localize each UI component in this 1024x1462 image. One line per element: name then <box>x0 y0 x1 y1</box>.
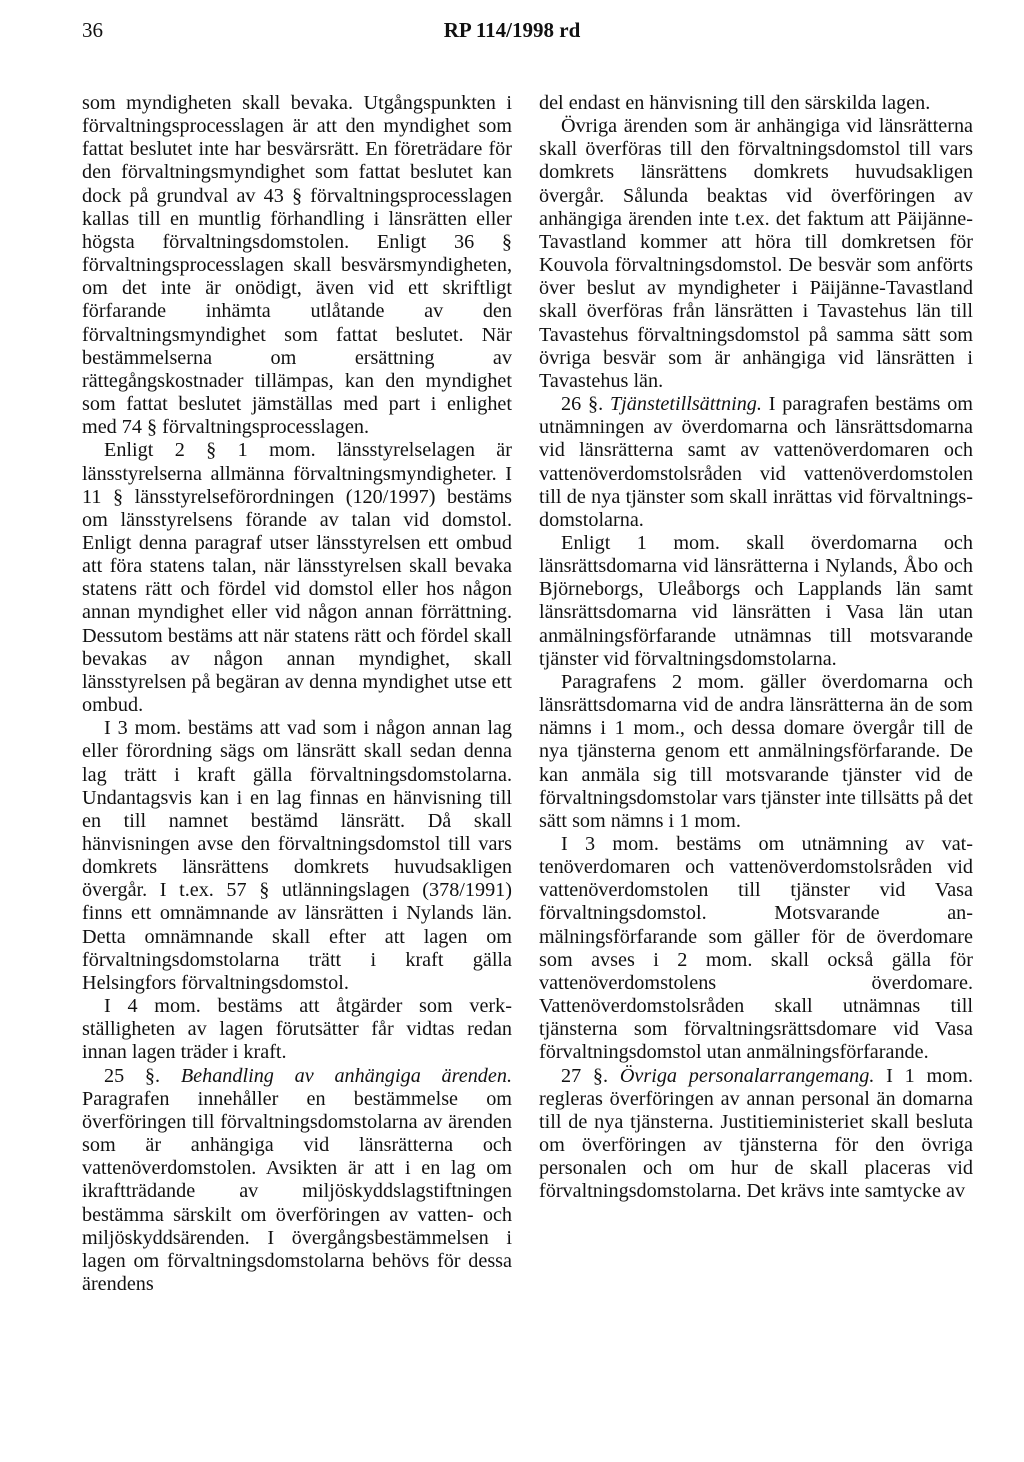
section-paragraph <box>82 1065 512 1297</box>
section-heading: Övriga personalarrangemang. <box>619 1064 875 1087</box>
paragraph: Enligt 1 mom. skall överdomarna och länsrättsdomarna vid länsrätterna i Nylands, Åbo och Björneborgs, Uleåborgs och Lapplands län samt länsrättsdomarna vid länsrätten i Vasa län utan anmälningsförfarande utnämnas till motsvarande tjänster vid förvaltningsdomstolarna. <box>539 531 973 670</box>
section-number: 25 §. <box>104 1064 181 1087</box>
paragraph: I 3 mom. bestäms att vad som i någon annan lag eller förordning sägs om länsrätt skall sedan denna lag trätt i kraft gälla förvaltningsdomstolarna. Undantagsvis kan i en lag finnas en hänvisning till en till namnet bestämd länsrätt. Då skall hänvisningen avse den förvaltningsdomstol till vars domkrets länsrättens domkrets huvudsakligen övergår. I t.ex. 57 § utlänningslagen (378/1991) finns ett omnämnande av länsrätten i Nylands län. Detta omnämnande skall efter att lagen om förvaltningsdomstolarna trätt i kraft gälla Helsingfors förvaltningsdomstol. <box>82 717 512 994</box>
section-body: I 1 mom. regleras överföringen av annan personal än domarna till de nya tjänsterna. Justitieministeriet skall besluta om överföringen av tjänsterna för den övriga personalen och om hur de skall placeras vid förvaltningsdomstolarna. Det krävs inte samtycke av <box>539 1064 973 1203</box>
paragraph: I 4 mom. bestäms att åtgärder som verkställigheten av lagen förutsätter får vidtas redan innan lagen träder i kraft. <box>82 995 512 1064</box>
paragraph: som myndigheten skall bevaka. Utgångspunkten i förvaltningsprocesslagen är att den myndighet som fattat beslutet inte har besvärsrätt. En företrädare för den förvaltningsmyndighet som fattat beslutet kan dock på grundval av 43 § förvaltningsprocesslagen kallas till en muntlig förhandling i länsrätten eller högsta förvaltningsdomstolen. Enligt 36 § förvaltningsprocesslagen skall besvärsmyndigheten, om det inte är onödigt, även vid ett skriftligt förfarande inhämta utlåtande av den förvaltningsmyndighet som fattat beslutet. När bestämmelserna om ersättning av rättegångskostnader tillämpas, kan den myndighet som fattat beslutet jämställas med part i enlighet med 74 § förvaltningsprocesslagen. <box>82 92 512 439</box>
section-body: I paragrafen bestäms om utnämningen av överdomarna och länsrättsdomarna vid länsrätterna samt av vattenöverdomaren och vattenöverdomstolsråden vid vattenöverdomstolen till de nya tjänster som skall inrättas vid förvaltningsdomstolarna. <box>539 393 973 531</box>
section-body: Paragrafen innehåller en bestämmelse om överföringen till förvaltningsdomstolarna av ärenden som är anhängiga vid länsrätterna och vattenöverdomstolen. Avsikten är att i en lag om ikraftträdande av miljöskyddslagstiftningen bestämma särskilt om överföringen av vatten- och miljöskyddsärenden. I övergångsbestämmelsen i lagen om förvaltningsdomstolarna behövs för dessa ärendens <box>82 1087 512 1295</box>
section-heading: Behandling av anhängiga ärenden. <box>180 1064 513 1087</box>
left-text-column <box>82 92 512 1296</box>
section-paragraph <box>539 393 973 532</box>
paragraph: Övriga ärenden som är anhängiga vid länsrätterna skall överföras till den förvaltningsdomstol till vars domkrets länsrättens domkrets huvudsakligen övergår. Sålunda beaktas vid överföringen av anhängiga ärenden inte t.ex. det faktum att Päijänne-Tavastland kommer att höra till domkretsen för Kouvola förvaltningsdomstol. De besvär som anförts över beslut av myndigheter i Päijänne-Tavastland skall överföras från länsrätten i Tavastehus län till Tavastehus förvaltningsdomstol på samma sätt som övriga besvär som är anhängiga vid länsrätten i Tavastehus län. <box>539 115 973 392</box>
page-number: 36 <box>82 18 103 42</box>
page-header <box>0 18 1024 58</box>
paragraph: Paragrafens 2 mom. gäller överdomarna och länsrättsdomarna vid de andra länsrätterna än de som nämns i 1 mom., och dessa domare övergår till de nya tjänsterna genom ett anmälningsförfarande. De kan anmäla sig till motsvarande tjänster vid de förvaltningsdomstolar vars tjänster inte tillsätts på det sätt som nämns i 1 mom. <box>539 670 973 832</box>
section-number: 27 §. <box>561 1064 620 1087</box>
document-reference: RP 114/1998 rd <box>443 18 581 42</box>
paragraph: del endast en hänvisning till den särskilda lagen. <box>539 92 931 114</box>
section-number: 26 §. <box>561 393 610 416</box>
section-heading: Tjänstetillsättning. <box>609 393 762 416</box>
paragraph: I 3 mom. bestäms om utnämning av vattenöverdomaren och vattenöverdomstolsråden vid vattenöverdomstolen till tjänster vid Vasa förvaltningsdomstol. Motsvarande anmälningsförfarande som gäller för de överdomare som avses i 2 mom. skall också gälla för vattenöverdomstolens överdomare. Vattenöverdomstolsråden skall utnämnas till tjänsterna som förvaltningsrättsdomare vid Vasa förvaltningsdomstol utan anmälningsförfarande. <box>539 833 973 1064</box>
right-text-column <box>539 92 973 1204</box>
paragraph: Enligt 2 § 1 mom. länsstyrelselagen är länsstyrelserna allmänna förvaltningsmyndigheter. I 11 § länsstyrelseförordningen (120/1997) bestäms om länsstyrelsens förande av talan vid domstol. Enligt denna paragraf utser länsstyrelsen ett ombud att föra statens talan, när länsstyrelsen skall bevaka statens rätt och fördel vid domstol eller hos någon annan myndighet eller vid någon annan förrättning. Dessutom bestäms att när statens rätt och fördel skall bevakas av någon annan myndighet, skall länsstyrelsen på begäran av denna myndighet utse ett ombud. <box>82 439 512 717</box>
section-paragraph <box>539 1065 973 1204</box>
